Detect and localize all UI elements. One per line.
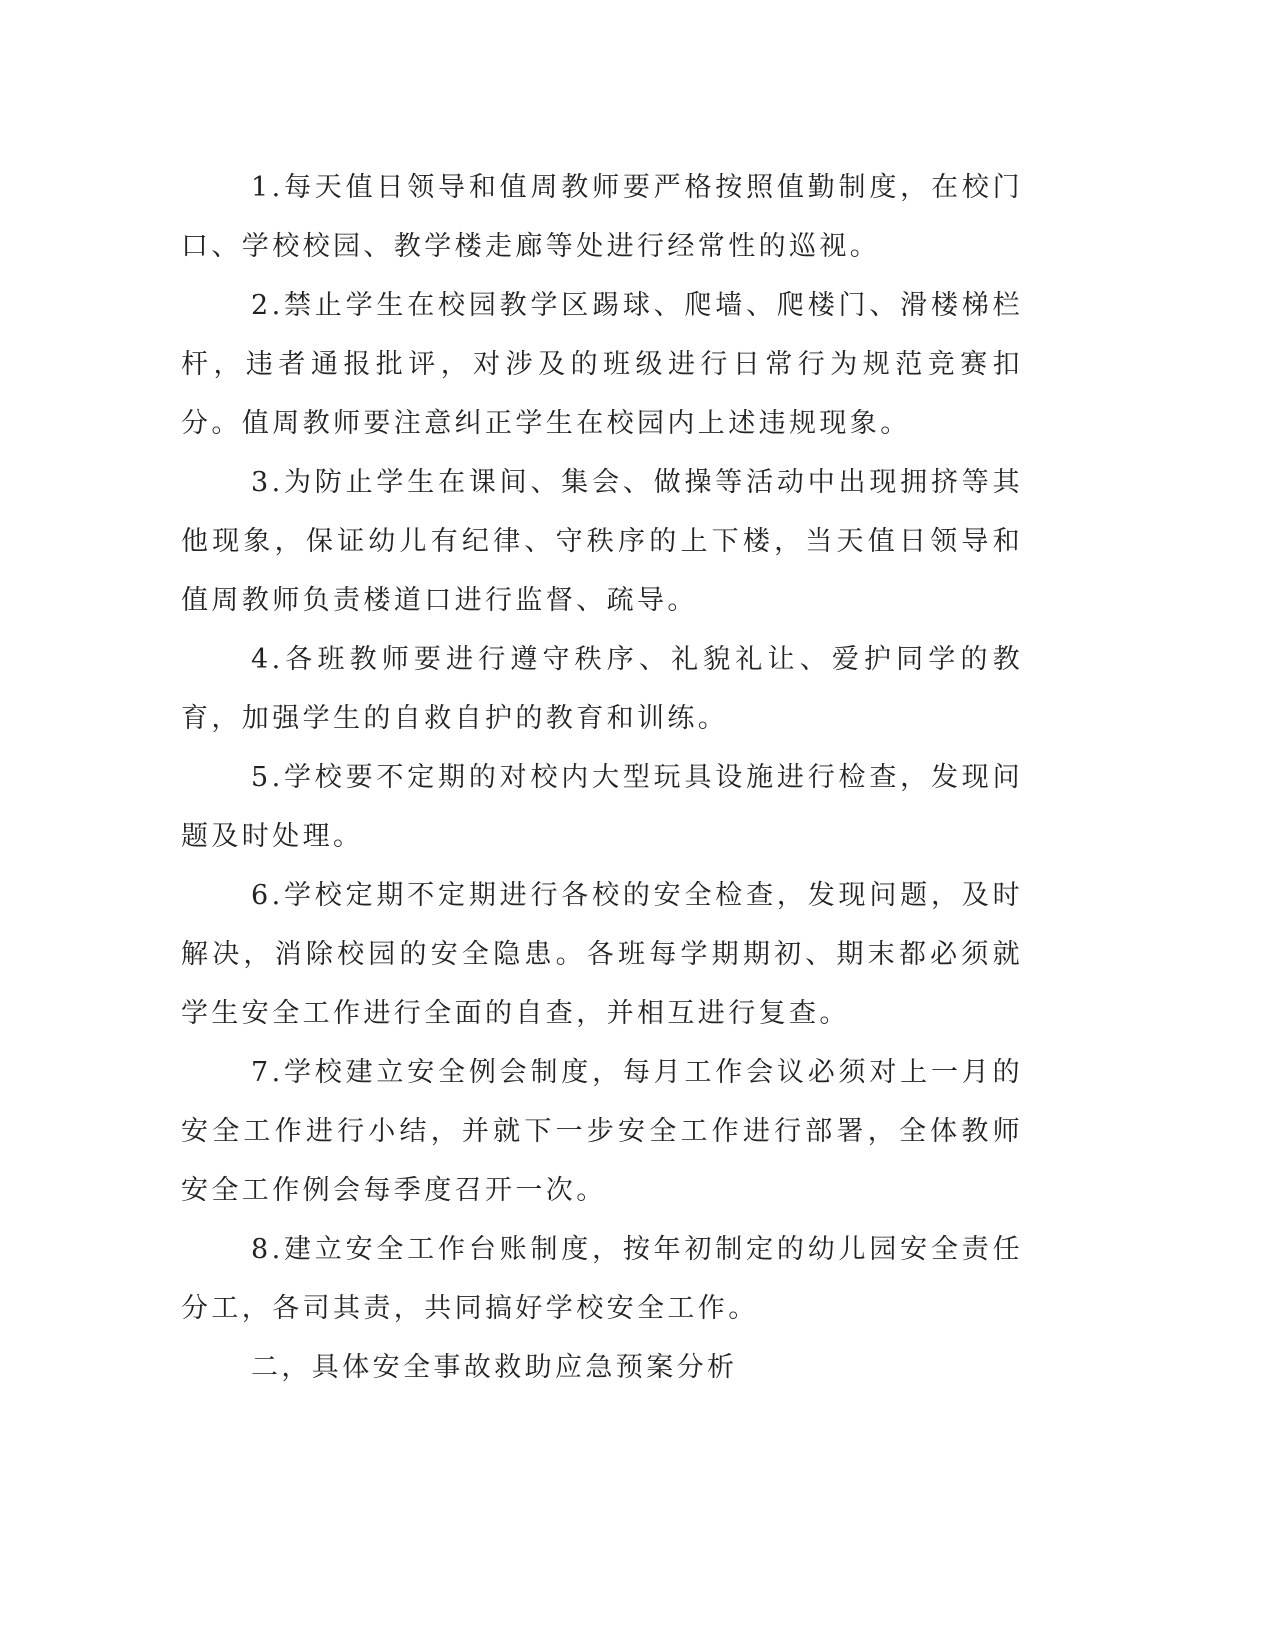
section-heading: 二，具体安全事故救助应急预案分析 (251, 1352, 738, 1383)
paragraph-5: 5.学校要不定期的对校内大型玩具设施进行检查，发现问题及时处理。 (181, 762, 1023, 852)
document-body (181, 158, 1023, 1397)
paragraph-1: 1.每天值日领导和值周教师要严格按照值勤制度，在校门口、学校校园、教学楼走廊等处进行经常性的巡视。 (181, 172, 1023, 262)
paragraph-2: 2.禁止学生在校园教学区踢球、爬墙、爬楼门、滑楼梯栏杆，违者通报批评，对涉及的班级进行日常行为规范竞赛扣分。值周教师要注意纠正学生在校园内上述违规现象。 (181, 290, 1023, 439)
paragraph-7: 7.学校建立安全例会制度，每月工作会议必须对上一月的安全工作进行小结，并就下一步安全工作进行部署，全体教师安全工作例会每季度召开一次。 (181, 1057, 1023, 1206)
paragraph-8: 8.建立安全工作台账制度，按年初制定的幼儿园安全责任分工，各司其责，共同搞好学校安全工作。 (181, 1234, 1023, 1324)
paragraph-6: 6.学校定期不定期进行各校的安全检查，发现问题，及时解决，消除校园的安全隐患。各班每学期期初、期末都必须就学生安全工作进行全面的自查，并相互进行复查。 (181, 880, 1023, 1029)
paragraph-3: 3.为防止学生在课间、集会、做操等活动中出现拥挤等其他现象，保证幼儿有纪律、守秩序的上下楼，当天值日领导和值周教师负责楼道口进行监督、疏导。 (181, 467, 1023, 616)
paragraph-4: 4.各班教师要进行遵守秩序、礼貌礼让、爱护同学的教育，加强学生的自救自护的教育和训练。 (181, 644, 1023, 734)
